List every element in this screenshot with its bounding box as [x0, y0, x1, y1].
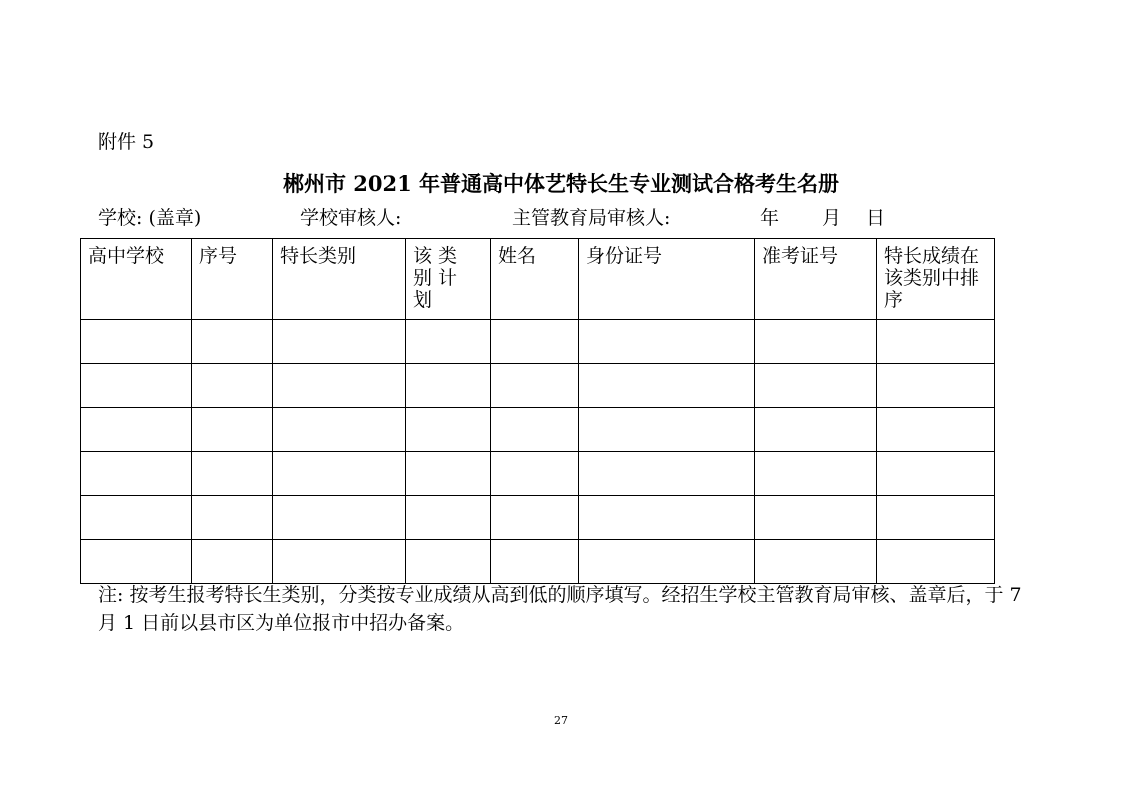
table-cell	[81, 540, 192, 584]
table-cell	[81, 320, 192, 364]
candidate-register-table	[80, 238, 995, 584]
table-cell	[755, 496, 877, 540]
table-cell	[491, 408, 579, 452]
table-cell	[406, 320, 491, 364]
header-score-ranking: 特长成绩在该类别中排序	[877, 239, 995, 320]
table-cell	[273, 408, 406, 452]
school-reviewer-label: 学校审核人:	[300, 207, 402, 229]
table-header-row	[81, 239, 995, 320]
table-cell	[406, 452, 491, 496]
table-cell	[877, 496, 995, 540]
signature-row	[0, 205, 1122, 231]
table-cell	[755, 320, 877, 364]
month-label: 月	[822, 207, 842, 229]
table-row	[81, 540, 995, 584]
table-cell	[491, 320, 579, 364]
header-exam-number: 准考证号	[755, 239, 877, 320]
table-cell	[406, 496, 491, 540]
table-cell	[273, 452, 406, 496]
table-cell	[406, 408, 491, 452]
table-cell	[755, 408, 877, 452]
table-cell	[877, 540, 995, 584]
table-row	[81, 452, 995, 496]
table-cell	[81, 496, 192, 540]
table-row	[81, 364, 995, 408]
table-cell	[273, 364, 406, 408]
year-label: 年	[760, 207, 780, 229]
table-cell	[579, 320, 755, 364]
table-cell	[192, 364, 273, 408]
table-cell	[192, 452, 273, 496]
table-cell	[273, 320, 406, 364]
table-cell	[273, 540, 406, 584]
annex-label: 附件 5	[98, 131, 155, 153]
header-serial-number: 序号	[192, 239, 273, 320]
table-cell	[192, 496, 273, 540]
table-cell	[877, 452, 995, 496]
table-cell	[81, 452, 192, 496]
table-body	[81, 320, 995, 584]
table-cell	[579, 408, 755, 452]
table-cell	[406, 364, 491, 408]
table-cell	[579, 364, 755, 408]
header-high-school: 高中学校	[81, 239, 192, 320]
table-row	[81, 408, 995, 452]
table-row	[81, 496, 995, 540]
table-cell	[877, 408, 995, 452]
table-cell	[491, 496, 579, 540]
day-label: 日	[866, 207, 886, 229]
table-cell	[491, 364, 579, 408]
page-title: 郴州市 2021 年普通高中体艺特长生专业测试合格考生名册	[282, 171, 840, 196]
page-number: 27	[554, 714, 568, 727]
school-stamp-label: 学校: (盖章)	[98, 207, 202, 229]
table-cell	[491, 452, 579, 496]
table-row	[81, 320, 995, 364]
table-cell	[192, 540, 273, 584]
table-cell	[755, 540, 877, 584]
header-specialty-category: 特长类别	[273, 239, 406, 320]
table-cell	[579, 452, 755, 496]
header-category-plan: 该类别计划	[406, 239, 491, 320]
table-cell	[273, 496, 406, 540]
table-cell	[579, 540, 755, 584]
table-cell	[192, 408, 273, 452]
table-cell	[877, 320, 995, 364]
bureau-reviewer-label: 主管教育局审核人:	[512, 207, 671, 229]
table-cell	[192, 320, 273, 364]
table-cell	[491, 540, 579, 584]
table-cell	[755, 364, 877, 408]
table-cell	[81, 408, 192, 452]
header-id-number: 身份证号	[579, 239, 755, 320]
table-cell	[877, 364, 995, 408]
table-cell	[579, 496, 755, 540]
table-cell	[81, 364, 192, 408]
table-cell	[406, 540, 491, 584]
table-cell	[755, 452, 877, 496]
notes-paragraph: 注: 按考生报考特长生类别，分类按专业成绩从高到低的顺序填写。经招生学校主管教育局审核、盖章后，于 7 月 1 日前以县市区为单位报市中招办备案。	[98, 584, 1022, 634]
header-name: 姓名	[491, 239, 579, 320]
